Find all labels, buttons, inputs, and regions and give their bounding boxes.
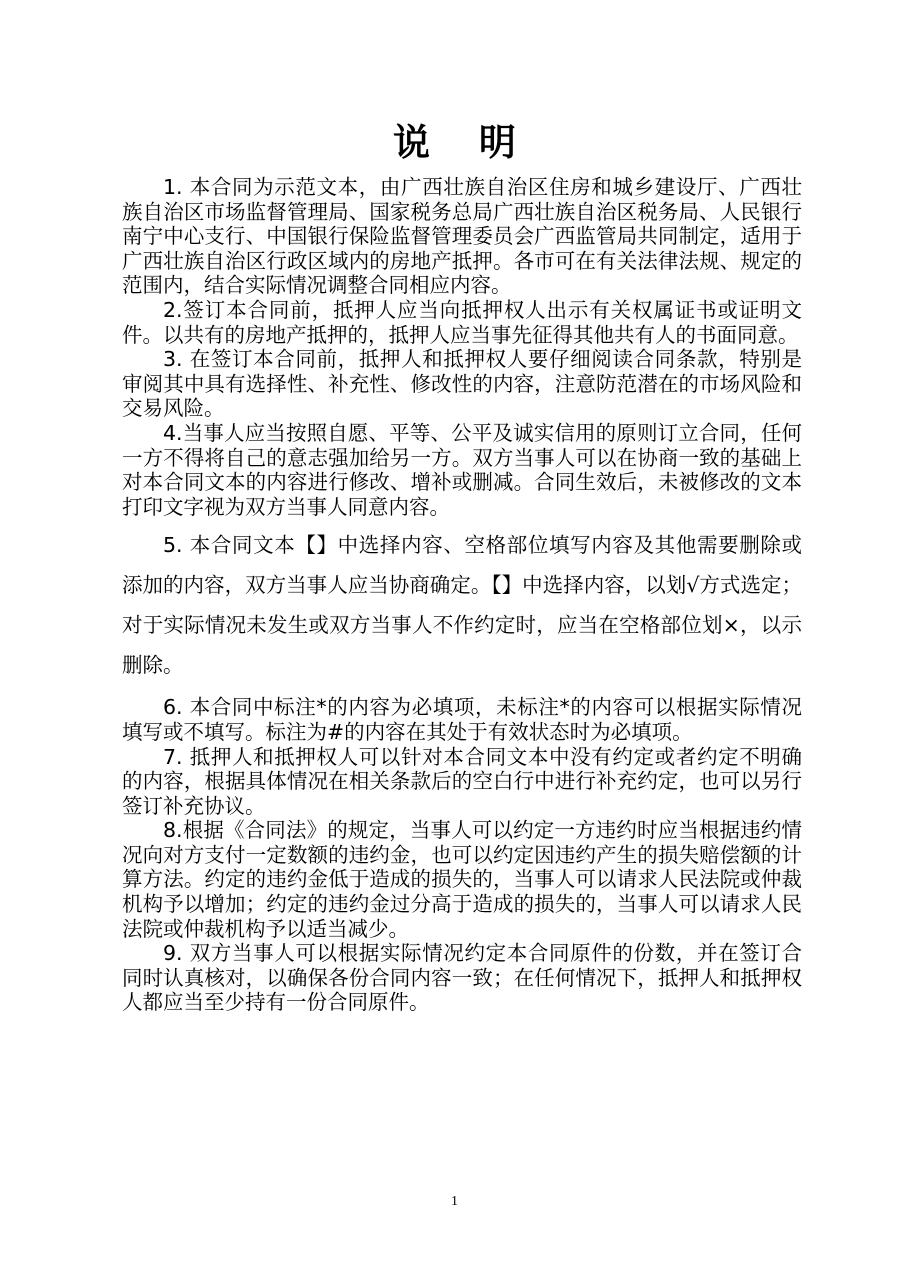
paragraph-7: 7. 抵押人和抵押权人可以针对本合同文本中没有约定或者约定不明确的内容，根据具体情况在相关条款后的空白行中进行补充约定，也可以另行签订补充协议。	[122, 744, 802, 818]
paragraph-6: 6. 本合同中标注*的内容为必填项，未标注*的内容可以根据实际情况填写或不填写。标注为#的内容在其处于有效状态时为必填项。	[122, 695, 802, 744]
instructions-body	[122, 175, 802, 1015]
paragraph-2: 2.签订本合同前，抵押人应当向抵押权人出示有关权属证书或证明文件。以共有的房地产抵押的，抵押人应当事先征得其他共有人的书面同意。	[122, 297, 802, 347]
paragraph-5: 5. 本合同文本【】中选择内容、空格部位填写内容及其他需要删除或添加的内容，双方当事人应当协商确定。【】中选择内容，以划√方式选定；对于实际情况未发生或双方当事人不作约定时，应当在空格部位划×，以示删除。	[122, 533, 802, 678]
paragraph-4: 4.当事人应当按照自愿、平等、公平及诚实信用的原则订立合同，任何一方不得将自己的意志强加给另一方。双方当事人可以在协商一致的基础上对本合同文本的内容进行修改、增补或删减。合同生效后，未被修改的文本打印文字视为双方当事人同意内容。	[122, 420, 802, 519]
paragraph-3: 3. 在签订本合同前，抵押人和抵押权人要仔细阅读合同条款，特别是审阅其中具有选择性、补充性、修改性的内容，注意防范潜在的市场风险和交易风险。	[122, 347, 802, 421]
page-number: 1	[451, 1194, 458, 1209]
paragraph-1: 1. 本合同为示范文本，由广西壮族自治区住房和城乡建设厅、广西壮族自治区市场监督管理局、国家税务总局广西壮族自治区税务局、人民银行南宁中心支行、中国银行保险监督管理委员会广西监管局共同制定，适用于广西壮族自治区行政区域内的房地产抵押。各市可在有关法律法规、规定的范围内，结合实际情况调整合同相应内容。	[122, 175, 802, 298]
paragraph-8: 8.根据《合同法》的规定，当事人可以约定一方违约时应当根据违约情况向对方支付一定数额的违约金，也可以约定因违约产生的损失赔偿额的计算方法。约定的违约金低于造成的损失的，当事人可以请求人民法院或仲裁机构予以增加；约定的违约金过分高于造成的损失的，当事人可以请求人民法院或仲裁机构予以适当减少。	[122, 818, 802, 941]
page-title: 说 明	[393, 121, 534, 164]
paragraph-9: 9. 双方当事人可以根据实际情况约定本合同原件的份数，并在签订合同时认真核对，以确保各份合同内容一致；在任何情况下，抵押人和抵押权人都应当至少持有一份合同原件。	[122, 941, 802, 1015]
